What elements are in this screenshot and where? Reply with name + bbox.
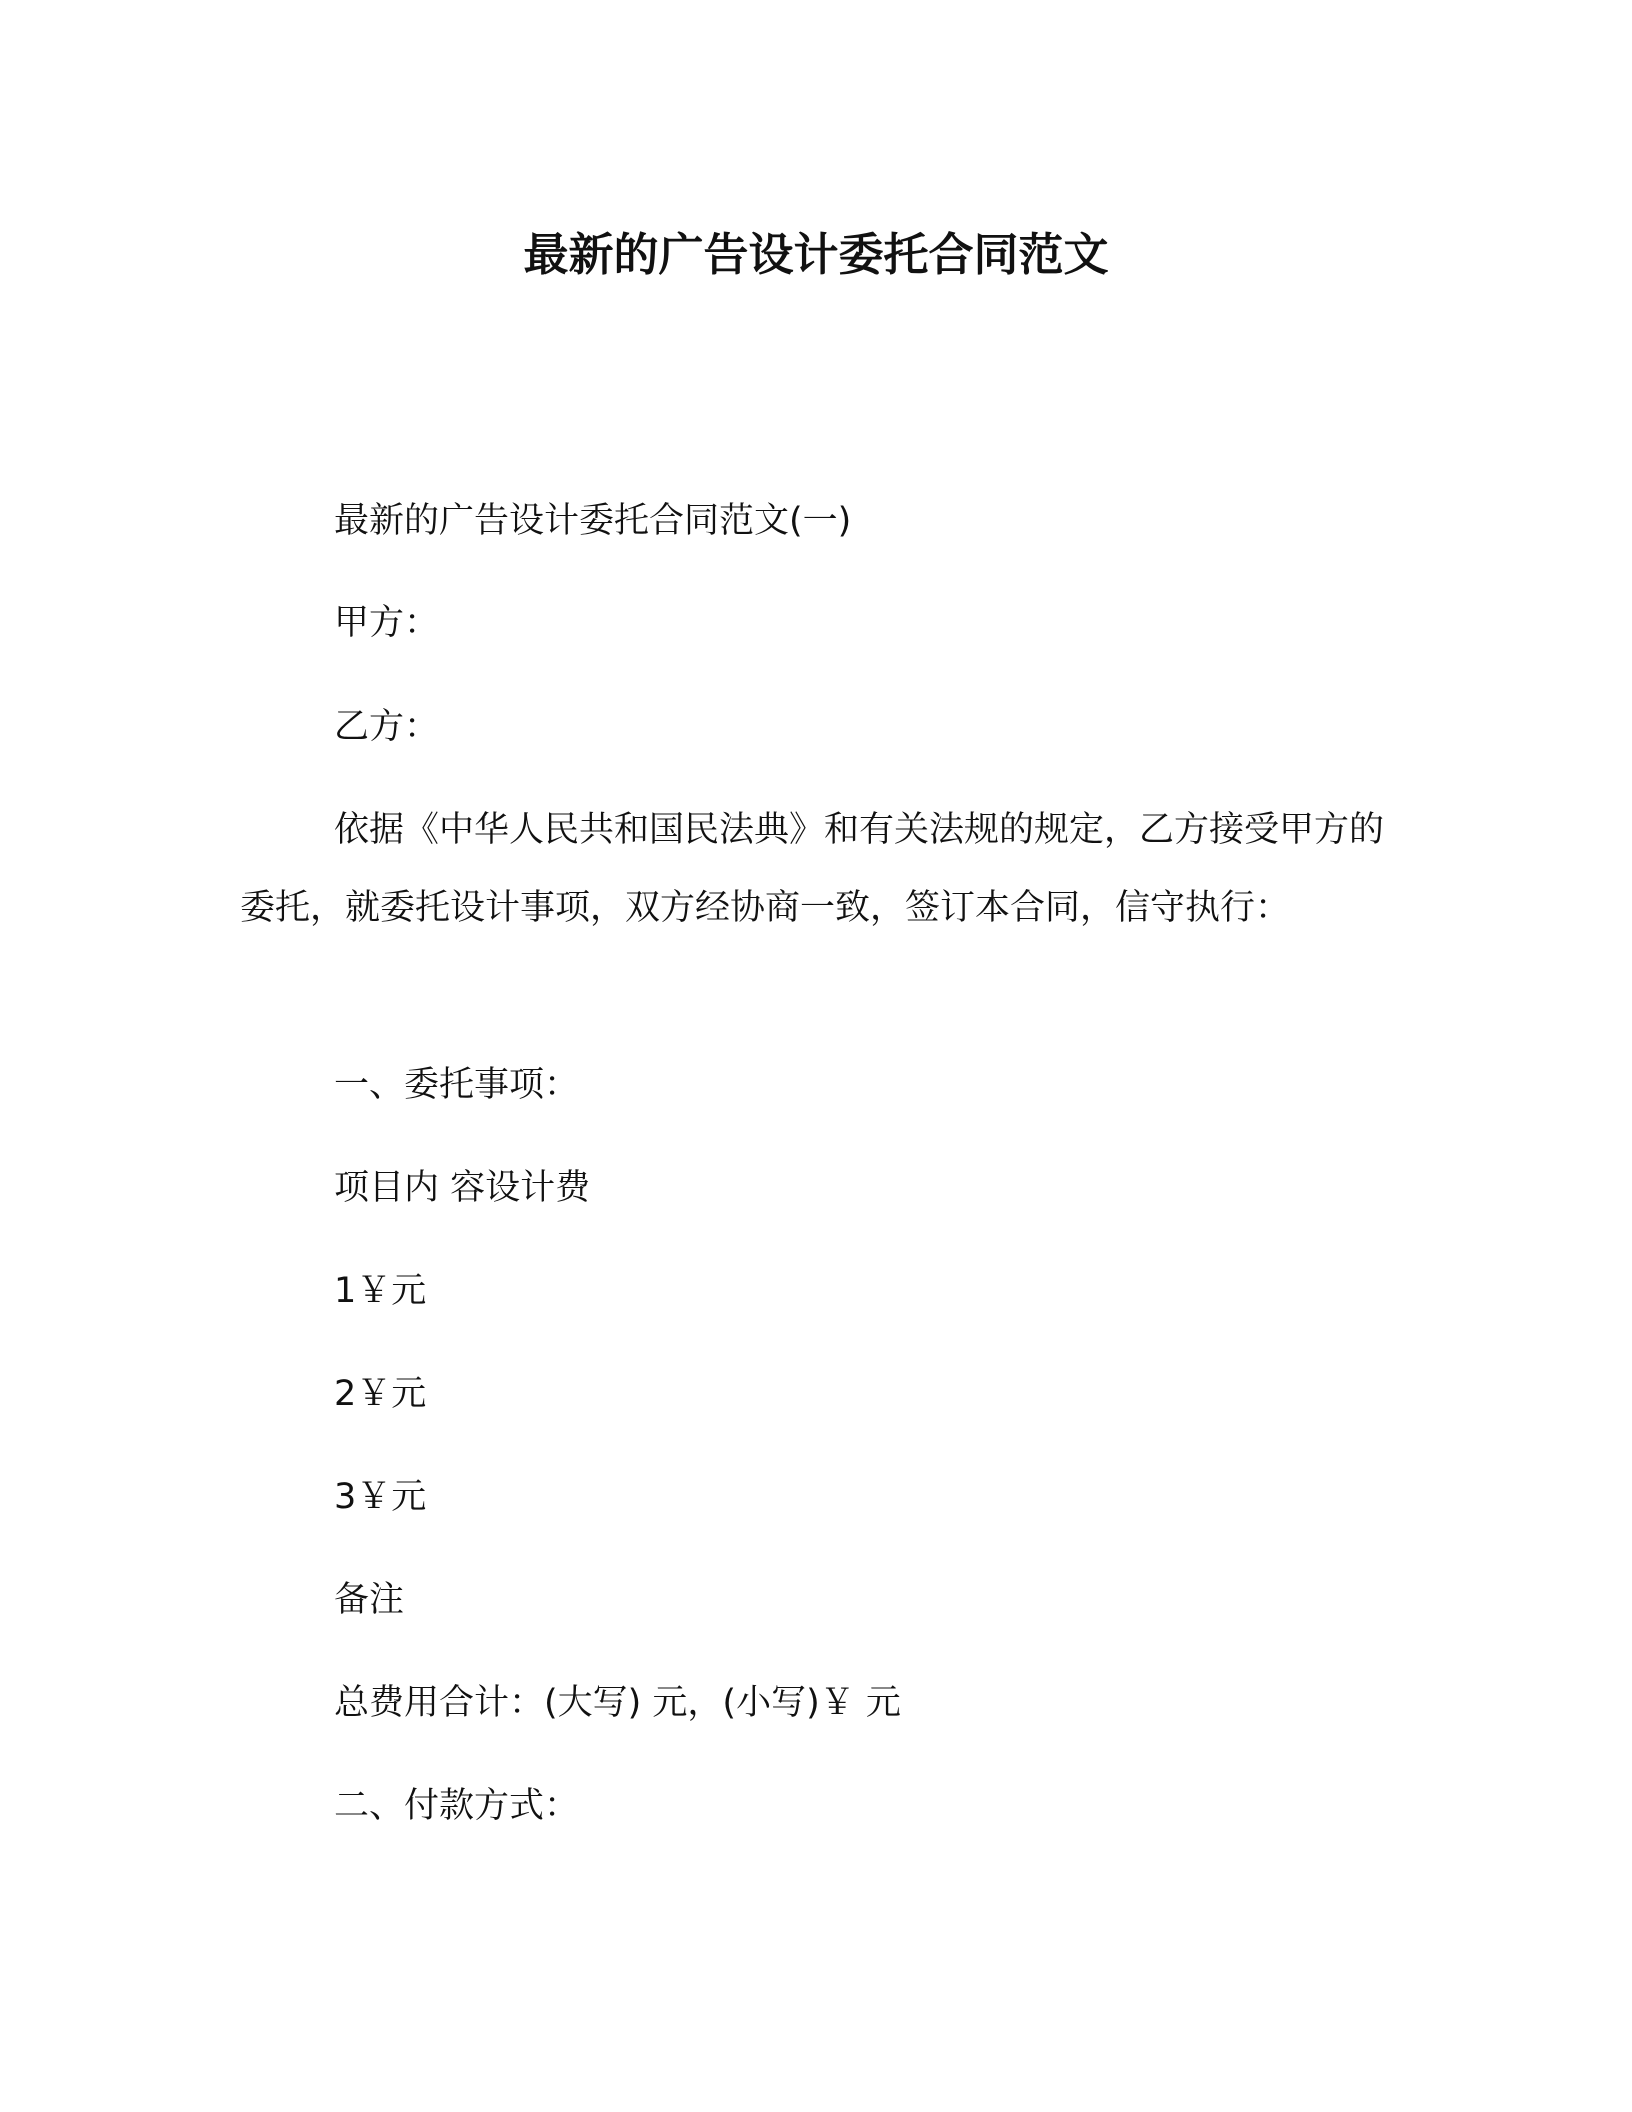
document-title: 最新的广告设计委托合同范文	[523, 228, 1109, 281]
item-table-header: 项目内 容设计费	[334, 1168, 591, 1208]
total-fee-line: 总费用合计：(大写) 元，(小写)￥ 元	[334, 1683, 901, 1723]
party-a-label: 甲方：	[334, 603, 440, 643]
contract-subtitle: 最新的广告设计委托合同范文(一)	[334, 501, 852, 541]
item-row-2: 2￥元	[334, 1374, 427, 1414]
remark-label: 备注	[334, 1580, 405, 1620]
item-row-1: 1￥元	[334, 1271, 427, 1311]
item-row-3: 3￥元	[334, 1477, 427, 1517]
intro-paragraph: 依据《中华人民共和国民法典》和有关法规的规定，乙方接受甲方的委托，就委托设计事项，双方经协商一致，签订本合同，信守执行：	[240, 810, 1385, 928]
party-b-label: 乙方：	[334, 707, 440, 747]
section1-heading: 一、委托事项：	[334, 1065, 580, 1105]
section2-heading: 二、付款方式：	[334, 1786, 580, 1826]
